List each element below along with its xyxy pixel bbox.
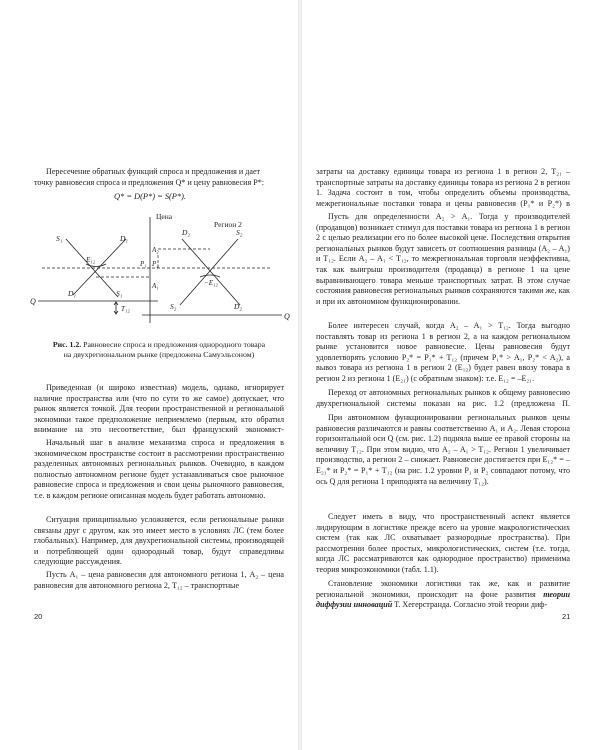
caption-number: Рис. 1.2. xyxy=(52,340,82,349)
label-d1-top: D₁ xyxy=(120,234,129,243)
label-price: Цена xyxy=(156,212,173,221)
right-paragraph-2: Пусть для определенности A₂ > A₁. Тогда у производителей (продавцов) возникает стимул для поставки товара из региона 1 в регион 2 с целью реализации его по более высокой цене. Последствия открытия региональных рынков будут зависеть от соотношения разницы (A₂ – A₁) и T₁₂. Если A₂ – A₁ < T₁₂, то межрегиональная торговля неэффективна, так как выигрыш производителя (продавца) в регионе 1 на цене выравнивающего товара меньше транспортных затрат. В этом случае состояния равновесия региональных рынков сохраняются такими же, как и при их автономном функционировании. xyxy=(316,212,570,306)
paragraph-3: Ситуация принципиально усложняется, если региональные рынки связаны друг с другом, как это имеет место в условиях ЛС (тем более глобальных). Например, для двухрегиональной системы, производящей и потребляющей один однородный товар, будут справедливы следующие рассуждения. xyxy=(34,515,284,567)
right-paragraph-7 xyxy=(316,579,570,611)
label-d1-bottom: D₁ xyxy=(68,289,77,298)
caption-line-1: Равновесие спроса и предложения однородного товара xyxy=(81,340,266,349)
para7-start: Становление экономики логистики так же, как и развитие региональной экономики, происходит на фоне развития xyxy=(316,579,570,599)
intro-line-1: Пересечение обратных функций спроса и предложения и дает xyxy=(46,167,261,176)
label-q-left: Q xyxy=(30,297,36,306)
label-a2: A₂ xyxy=(152,246,159,254)
right-paragraph-5: При автономном функционировании региональных рынков цены равновесия различаются и равны соответственно A₁ и A₂. Левая сторона горизонтальной оси Q (см. рис. 1.2) подняла выше ее правой стороны на величину T₁₂. При этом видно, что A₂ – A₁ > T₁₂. Регион 1 увеличивает производство, а регион 2 – снижает. Равновесие достигается при E₁₂* = –E₂₁* и P₂* = P₁* + T₁₂ (на рис. 1.2 уровни P₁ и P₂ совпадают потому, что ось Q для региона 1 приподнята на величину T₁₂). xyxy=(316,413,570,486)
label-s1-bottom: S₁ xyxy=(116,289,123,298)
label-minus-e12: −E₁₂ xyxy=(204,279,218,287)
label-p2: P₂ xyxy=(152,260,159,268)
label-e12: E₁₂ xyxy=(86,256,96,264)
intro-line-2: точку равновесия спроса и предложения Q* и цену равновесия P*: xyxy=(34,177,265,187)
page-number-left: 20 xyxy=(34,612,43,621)
label-t12: T₁₂ xyxy=(121,305,130,313)
two-region-equilibrium-figure xyxy=(0,205,300,337)
paragraph-4: Пусть A₁ – цена равновесия для автономного региона 1, A₂ – цена равновесия для автономного региона 2, T₁₂ – транспортные xyxy=(34,570,284,590)
paragraph-2: Начальный шаг в анализе механизма спроса и предложения в экономическом пространстве состоит в рассмотрении пространственно разделенных автономных региональных рынков. Очевидно, в каждом полностью автономном регионе будет устанавливаться свое рыночное равновесие спроса и предложения и свои цены рыночного равновесия, т.е. в каждом регионе описанная модель будет работать автономно. xyxy=(34,438,284,500)
right-paragraph-4: Переход от автономных региональных рынков к общему равновесию двухрегиональной системы показан на рис. 1.2 (предложена П. xyxy=(316,388,570,408)
right-paragraph-3: Более интересен случай, когда A₂ – A₁ > T₁₂. Тогда выгодно поставлять товар из региона 1 в регион 2, а на каждом региональном рынке установится новое равновесие. Цены равновесия будут удовлетворять условию P₂* = P₁* + T₁₂ (причем P₁* > A₁, P₂* < A₂), а вывоз товара из региона 1 в регион 2 (E₁₂) будет равен ввозу товара в регион 2 из региона 1 (E₂₁) (с обратным знаком): т.е. E₁₂ = –E₂₁. xyxy=(316,321,570,383)
label-s1-top: S₁ xyxy=(56,234,63,243)
right-paragraph-6: Следует иметь в виду, что пространственный аспект является лидирующим в логистике прежде всего на уровне макрологистических систем (так как ЛС охватывает разнородные пространства). При рассмотрении более простых, микрологистических, систем (т.е. тогда, когда ЛС рассматриваются как однородное пространство) применима теория микроэкономики (табл. 1.1). xyxy=(316,512,570,574)
label-q-right: Q xyxy=(284,312,290,321)
label-s2-bottom: S₂ xyxy=(170,302,177,311)
para7-end: Т. Хегерстранда. Согласно этой теории диф- xyxy=(392,600,548,610)
right-paragraph-1: затраты на доставку единицы товара из региона 1 в регион 2, T₂₁ – транспортные затраты на доставку единицы товара из региона 2 в регион 1. Задача состоит в том, чтобы определить объемы производства, межрегиональные поставки товара и цены равновесия (P₁* и P₂*) в xyxy=(316,167,570,208)
caption-line-2: на двухрегиональном рынке (предложена Самуэльсоном) xyxy=(63,350,255,359)
label-region2: Регион 2 xyxy=(214,220,242,229)
equilibrium-formula: Q* = D(P*) = S(P*). xyxy=(113,192,186,201)
right-page xyxy=(300,0,600,750)
paragraph-1: Приведенная (и широко известная) модель, однако, игнорирует наличие пространства или (что по сути то же самое) допускает, что рынок является точкой. Для теории пространственной и региональной экономики такое предположение неприемлемо (первым, кто обратил внимание на это несоответствие, был французский экономист- xyxy=(34,383,284,435)
label-d2-bottom: D₂ xyxy=(234,302,243,311)
region1-demand-line-d1 xyxy=(73,239,126,295)
page-number-right: 21 xyxy=(562,612,571,621)
label-s2-top: S₂ xyxy=(236,228,243,237)
label-p1: P₁ xyxy=(140,260,147,268)
label-d2-top: D₂ xyxy=(182,228,191,237)
label-a1: A₁ xyxy=(152,282,159,290)
para7-bold-term: теории диффузии инноваций xyxy=(316,589,570,610)
figure-caption xyxy=(34,340,284,360)
intro-text xyxy=(34,167,284,188)
